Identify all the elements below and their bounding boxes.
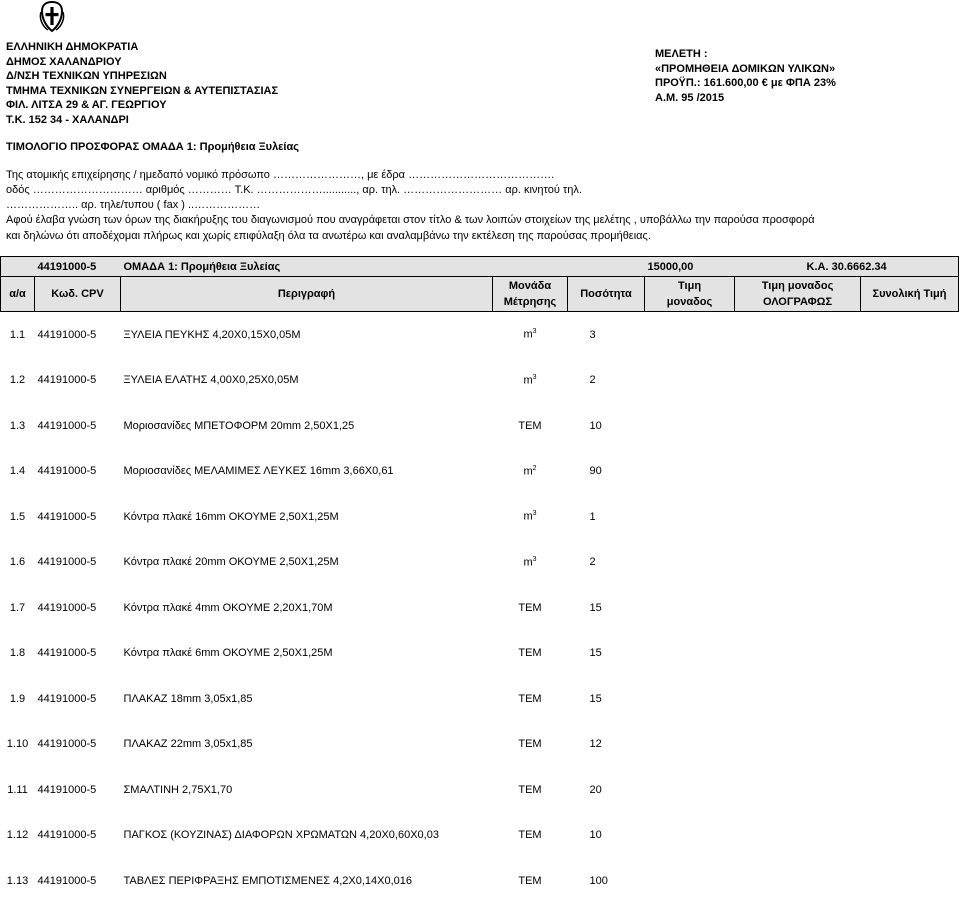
row-price-in-words [735, 358, 861, 404]
study-line: ΠΡΟΫΠ.: 161.600,00 € με ΦΠΑ 23% [655, 77, 836, 90]
col-unit-price: Τιμη μοναδος [645, 277, 735, 312]
row-unit [493, 722, 568, 768]
row-price-in-words [735, 676, 861, 722]
unit-symbol: m [523, 465, 533, 478]
row-unit [493, 858, 568, 904]
row-code: 44191000-5 [37, 601, 97, 614]
bidder-details-line: οδός ………………………… αριθμός ………… Τ.Κ. ………………..........., αρ. τηλ. ……………………… αρ. κινητού τηλ. [6, 184, 582, 196]
unit-symbol: ΤΕΜ [518, 829, 542, 842]
unit-symbol: ΤΕΜ [518, 692, 542, 705]
row-code: 44191000-5 [37, 783, 97, 796]
document-title: ΤΙΜΟΛΟΓΙΟ ΠΡΟΣΦΟΡΑΣ ΟΜΑΔΑ 1: Προμήθεια Ξυλείας [6, 141, 299, 153]
row-quantity: 15 [589, 647, 602, 660]
unit-exponent: 3 [532, 510, 537, 518]
col-unit: Μονάδα Μέτρησης [493, 277, 568, 312]
row-code: 44191000-5 [37, 556, 97, 569]
row-unit [493, 767, 568, 813]
unit-exponent: 3 [532, 328, 537, 336]
row-unit-price [645, 449, 735, 495]
issuer-line: ΕΛΛΗΝΙΚΗ ΔΗΜΟΚΡΑΤΙΑ [6, 41, 139, 53]
row-code: 44191000-5 [37, 692, 97, 705]
row-unit [493, 312, 568, 358]
row-code: 44191000-5 [37, 647, 97, 660]
unit-symbol: ΤΕΜ [518, 647, 542, 660]
bidder-details-line: ……………….. αρ. τηλε/τυπου ( fax ) ..……………… [6, 199, 261, 211]
row-aa: 1.2 [9, 374, 26, 387]
unit-symbol: m [523, 556, 533, 569]
row-quantity: 90 [589, 465, 602, 478]
row-unit [493, 813, 568, 859]
study-line: Α.Μ. 95 /2015 [655, 91, 725, 104]
table-row [1, 585, 959, 631]
row-code: 44191000-5 [37, 328, 97, 341]
table-row [1, 449, 959, 495]
row-total [861, 676, 959, 722]
row-price-in-words [735, 631, 861, 677]
row-aa: 1.13 [6, 874, 29, 887]
row-price-in-words [735, 494, 861, 540]
row-total [861, 767, 959, 813]
row-quantity: 10 [589, 829, 602, 842]
row-aa: 1.10 [6, 738, 29, 751]
table-row [1, 358, 959, 404]
row-description: ΠΑΓΚΟΣ (ΚΟΥΖΙΝΑΣ) ΔΙΑΦΟΡΩΝ ΧΡΩΜΑΤΩΝ 4,20Χ0,60Χ0,03 [123, 829, 439, 842]
row-total [861, 449, 959, 495]
issuer-line: ΤΜΗΜΑ ΤΕΧΝΙΚΩΝ ΣΥΝΕΡΓΕΙΩΝ & ΑΥΤΕΠΙΣΤΑΣΙΑΣ [6, 84, 279, 97]
row-unit [493, 676, 568, 722]
unit-symbol: ΤΕΜ [518, 738, 542, 751]
row-price-in-words [735, 858, 861, 904]
row-description: Κόντρα πλακέ 6mm ΟΚΟΥΜΕ 2,50Χ1,25Μ [123, 647, 333, 660]
table-row [1, 631, 959, 677]
row-aa: 1.8 [9, 647, 26, 660]
row-total [861, 540, 959, 586]
row-unit-price [645, 494, 735, 540]
row-quantity: 15 [589, 692, 602, 705]
row-quantity: 12 [589, 738, 602, 751]
row-price-in-words [735, 722, 861, 768]
col-price-in-words: Τιμη μοναδος ΟΛΟΓΡΑΦΩΣ [735, 277, 861, 312]
row-code: 44191000-5 [37, 419, 97, 432]
row-code: 44191000-5 [37, 874, 97, 887]
row-quantity: 15 [589, 601, 602, 614]
issuer-line: ΔΗΜΟΣ ΧΑΛΑΝΔΡΙΟΥ [6, 55, 122, 68]
row-code: 44191000-5 [37, 465, 97, 478]
study-info-block [655, 47, 836, 105]
row-total [861, 585, 959, 631]
row-aa: 1.3 [9, 419, 26, 432]
row-price-in-words [735, 813, 861, 859]
row-total [861, 813, 959, 859]
row-aa: 1.6 [9, 556, 26, 569]
row-quantity: 1 [589, 510, 596, 523]
row-quantity: 3 [589, 328, 596, 341]
unit-exponent: 3 [532, 555, 537, 563]
group-title: ΟΜΑΔΑ 1: Προμήθεια Ξυλείας [121, 257, 645, 277]
row-quantity: 10 [589, 419, 602, 432]
row-price-in-words [735, 540, 861, 586]
row-unit [493, 540, 568, 586]
table-row [1, 494, 959, 540]
unit-symbol: m [523, 374, 533, 387]
study-line: «ΠΡΟΜΗΘΕΙΑ ΔΟΜΙΚΩΝ ΥΛΙΚΩΝ» [655, 62, 836, 75]
row-total [861, 722, 959, 768]
unit-exponent: 2 [532, 464, 537, 472]
row-unit-price [645, 676, 735, 722]
group-amount: 15000,00 [645, 257, 735, 277]
row-unit [493, 449, 568, 495]
table-row [1, 403, 959, 449]
row-aa: 1.7 [9, 601, 26, 614]
table-row [1, 540, 959, 586]
row-aa: 1.12 [6, 829, 29, 842]
table-row [1, 676, 959, 722]
unit-symbol: ΤΕΜ [518, 419, 542, 432]
row-aa: 1.5 [9, 510, 26, 523]
issuer-line: Δ/ΝΣΗ ΤΕΧΝΙΚΩΝ ΥΠΗΡΕΣΙΩΝ [6, 70, 167, 83]
col-description: Περιγραφή [121, 277, 493, 312]
row-description: ΠΛΑΚΑΖ 18mm 3,05x1,85 [123, 692, 253, 705]
row-unit [493, 494, 568, 540]
row-unit-price [645, 722, 735, 768]
row-price-in-words [735, 403, 861, 449]
row-unit-price [645, 540, 735, 586]
row-quantity: 20 [589, 783, 602, 796]
col-quantity: Ποσότητα [568, 277, 645, 312]
row-description: Κόντρα πλακέ 4mm ΟΚΟΥΜΕ 2,20Χ1,70Μ [123, 601, 333, 614]
unit-symbol: m [523, 511, 533, 524]
row-code: 44191000-5 [37, 510, 97, 523]
row-price-in-words [735, 767, 861, 813]
table-row [1, 722, 959, 768]
issuer-block [6, 40, 278, 128]
col-aa: α/α [1, 277, 35, 312]
row-quantity: 100 [589, 874, 608, 887]
row-aa: 1.1 [9, 328, 26, 341]
issuer-line: ΦΙΛ. ΛΙΤΣΑ 29 & ΑΓ. ΓΕΩΡΓΙΟΥ [6, 99, 167, 112]
table-row [1, 858, 959, 904]
table-row [1, 312, 959, 358]
bidder-details-line: Της ατομικής επιχείρησης / ημεδαπό νομικό πρόσωπο ……………………, με έδρα …………………………………. [6, 169, 555, 181]
table-row [1, 767, 959, 813]
row-unit-price [645, 358, 735, 404]
table-row [1, 813, 959, 859]
row-quantity: 2 [589, 556, 596, 569]
row-total [861, 358, 959, 404]
row-code: 44191000-5 [37, 738, 97, 751]
row-description: ΤΑΒΛΕΣ ΠΕΡΙΦΡΑΞΗΣ ΕΜΠΟΤΙΣΜΕΝΕΣ 4,2Χ0,14Χ0,016 [123, 874, 412, 887]
row-price-in-words [735, 449, 861, 495]
row-total [861, 631, 959, 677]
row-price-in-words [735, 312, 861, 358]
unit-symbol: ΤΕΜ [518, 874, 542, 887]
declaration-line: και δηλώνω ότι αποδέχομαι πλήρως και χωρίς επιφύλαξη όλα τα ανωτέρω και αναλαμβάνω την εκτέλεση της παρούσας προμήθειας. [6, 230, 651, 242]
col-total: Συνολική Τιμή [861, 277, 959, 312]
col-code: Κωδ. CPV [35, 277, 121, 312]
row-description: Μοριοσανίδες ΜΕΛΑΜΙΜΕΣ ΛΕΥΚΕΣ 16mm 3,66Χ0,61 [123, 465, 394, 478]
row-unit-price [645, 585, 735, 631]
study-line: ΜΕΛΕΤΗ : [655, 48, 708, 60]
row-aa: 1.9 [9, 692, 26, 705]
row-price-in-words [735, 585, 861, 631]
unit-exponent: 3 [532, 373, 537, 381]
row-unit-price [645, 312, 735, 358]
row-description: ΣΜΑΛΤΙΝΗ 2,75Χ1,70 [123, 783, 233, 796]
row-total [861, 858, 959, 904]
row-aa: 1.4 [9, 465, 26, 478]
row-code: 44191000-5 [37, 374, 97, 387]
group-row [1, 257, 959, 277]
unit-symbol: ΤΕΜ [518, 601, 542, 614]
row-unit-price [645, 813, 735, 859]
row-total [861, 403, 959, 449]
unit-symbol: m [523, 329, 533, 342]
row-description: ΠΛΑΚΑΖ 22mm 3,05x1,85 [123, 738, 253, 751]
row-code: 44191000-5 [37, 829, 97, 842]
row-unit [493, 403, 568, 449]
group-ka: Κ.Α. 30.6662.34 [735, 257, 959, 277]
row-description: ΞΥΛΕΙΑ ΠΕΥΚΗΣ 4,20Χ0,15Χ0,05Μ [123, 328, 301, 341]
row-quantity: 2 [589, 374, 596, 387]
declaration-line: Αφού έλαβα γνώση των όρων της διακήρυξης του διαγωνισμού που αναγράφεται στον τίτλο & των λοιπών στοιχείων της μελέτης , υποβάλλω την παρούσα προσφορά [6, 214, 815, 226]
row-description: Μοριοσανίδες ΜΠΕΤΟΦΟΡΜ 20mm 2,50Χ1,25 [123, 419, 355, 432]
row-unit [493, 585, 568, 631]
row-description: Κόντρα πλακέ 20mm ΟΚΟΥΜΕ 2,50Χ1,25Μ [123, 556, 339, 569]
row-unit-price [645, 767, 735, 813]
unit-symbol: ΤΕΜ [518, 783, 542, 796]
row-unit-price [645, 858, 735, 904]
greek-emblem-icon [38, 0, 66, 34]
issuer-line: Τ.Κ. 152 34 - ΧΑΛΑΝΔΡΙ [6, 113, 129, 126]
row-unit [493, 631, 568, 677]
row-unit-price [645, 403, 735, 449]
row-total [861, 312, 959, 358]
row-description: ΞΥΛΕΙΑ ΕΛΑΤΗΣ 4,00Χ0,25Χ0,05Μ [123, 374, 299, 387]
row-aa: 1.11 [7, 783, 28, 796]
row-unit-price [645, 631, 735, 677]
table-header [1, 277, 959, 312]
offer-table [0, 256, 959, 904]
row-unit [493, 358, 568, 404]
group-code: 44191000-5 [35, 257, 121, 277]
row-total [861, 494, 959, 540]
row-description: Κόντρα πλακέ 16mm ΟΚΟΥΜΕ 2,50Χ1,25Μ [123, 510, 339, 523]
